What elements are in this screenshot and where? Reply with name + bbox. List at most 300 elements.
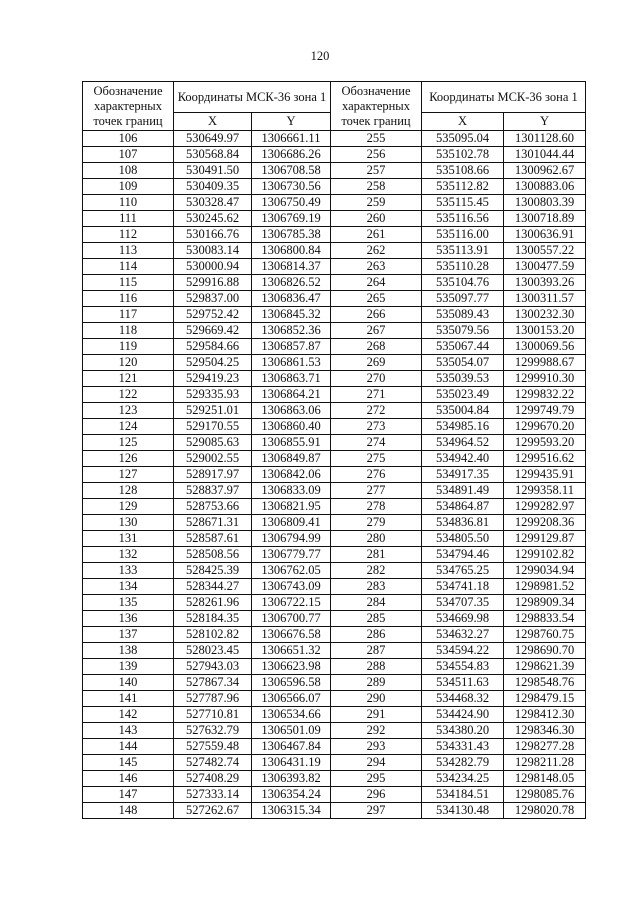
cell-point-right: 288 (331, 659, 422, 675)
cell-point-right: 257 (331, 163, 422, 179)
cell-y-right: 1298909.34 (504, 595, 586, 611)
coordinates-table (82, 81, 586, 819)
cell-x-left: 528753.66 (174, 499, 252, 515)
cell-y-right: 1298621.39 (504, 659, 586, 675)
cell-x-left: 529504.25 (174, 355, 252, 371)
cell-x-right: 535039.53 (422, 371, 504, 387)
table-row (83, 275, 586, 291)
table-row (83, 355, 586, 371)
table-row (83, 179, 586, 195)
cell-x-left: 530491.50 (174, 163, 252, 179)
cell-y-right: 1299129.87 (504, 531, 586, 547)
header-coords-right: Координаты МСК-36 зона 1 (422, 82, 586, 113)
cell-x-left: 529752.42 (174, 307, 252, 323)
cell-point-left: 129 (83, 499, 174, 515)
header-y-left: Y (252, 113, 331, 131)
cell-point-right: 260 (331, 211, 422, 227)
cell-x-right: 534130.48 (422, 803, 504, 819)
cell-x-right: 534942.40 (422, 451, 504, 467)
cell-y-left: 1306769.19 (252, 211, 331, 227)
cell-x-right: 535054.07 (422, 355, 504, 371)
cell-y-right: 1298981.52 (504, 579, 586, 595)
cell-y-left: 1306651.32 (252, 643, 331, 659)
cell-y-left: 1306814.37 (252, 259, 331, 275)
cell-point-right: 259 (331, 195, 422, 211)
cell-point-left: 135 (83, 595, 174, 611)
cell-y-left: 1306842.06 (252, 467, 331, 483)
cell-x-left: 528587.61 (174, 531, 252, 547)
cell-point-right: 287 (331, 643, 422, 659)
cell-point-left: 143 (83, 723, 174, 739)
cell-y-left: 1306809.41 (252, 515, 331, 531)
cell-y-right: 1298148.05 (504, 771, 586, 787)
cell-x-right: 535067.44 (422, 339, 504, 355)
cell-y-right: 1300557.22 (504, 243, 586, 259)
cell-x-left: 529419.23 (174, 371, 252, 387)
cell-x-right: 534234.25 (422, 771, 504, 787)
cell-y-left: 1306750.49 (252, 195, 331, 211)
cell-point-right: 286 (331, 627, 422, 643)
cell-y-left: 1306863.71 (252, 371, 331, 387)
cell-x-right: 534964.52 (422, 435, 504, 451)
cell-point-left: 116 (83, 291, 174, 307)
cell-x-right: 535004.84 (422, 403, 504, 419)
cell-x-right: 534380.20 (422, 723, 504, 739)
cell-y-left: 1306861.53 (252, 355, 331, 371)
cell-point-left: 121 (83, 371, 174, 387)
cell-point-right: 262 (331, 243, 422, 259)
cell-point-left: 137 (83, 627, 174, 643)
cell-y-left: 1306743.09 (252, 579, 331, 595)
table-row (83, 323, 586, 339)
cell-x-right: 534669.98 (422, 611, 504, 627)
cell-x-left: 528344.27 (174, 579, 252, 595)
cell-point-right: 268 (331, 339, 422, 355)
cell-x-left: 527408.29 (174, 771, 252, 787)
cell-x-left: 530245.62 (174, 211, 252, 227)
cell-x-left: 528261.96 (174, 595, 252, 611)
cell-y-right: 1298211.28 (504, 755, 586, 771)
cell-x-left: 528184.35 (174, 611, 252, 627)
table-row (83, 531, 586, 547)
cell-y-left: 1306431.19 (252, 755, 331, 771)
header-coords-left: Координаты МСК-36 зона 1 (174, 82, 331, 113)
cell-point-left: 106 (83, 131, 174, 147)
table-row (83, 435, 586, 451)
cell-x-right: 535110.28 (422, 259, 504, 275)
cell-point-left: 113 (83, 243, 174, 259)
cell-x-left: 528023.45 (174, 643, 252, 659)
cell-y-left: 1306794.99 (252, 531, 331, 547)
cell-point-left: 123 (83, 403, 174, 419)
cell-x-left: 529916.88 (174, 275, 252, 291)
cell-y-left: 1306852.36 (252, 323, 331, 339)
cell-y-left: 1306722.15 (252, 595, 331, 611)
cell-point-left: 128 (83, 483, 174, 499)
cell-x-left: 530166.76 (174, 227, 252, 243)
cell-y-right: 1299282.97 (504, 499, 586, 515)
cell-point-left: 107 (83, 147, 174, 163)
cell-x-right: 534917.35 (422, 467, 504, 483)
cell-point-left: 138 (83, 643, 174, 659)
cell-y-right: 1300069.56 (504, 339, 586, 355)
cell-y-right: 1299516.62 (504, 451, 586, 467)
cell-point-left: 109 (83, 179, 174, 195)
table-row (83, 787, 586, 803)
cell-x-left: 527710.81 (174, 707, 252, 723)
cell-y-right: 1300153.20 (504, 323, 586, 339)
cell-point-right: 297 (331, 803, 422, 819)
cell-y-left: 1306534.66 (252, 707, 331, 723)
cell-point-left: 148 (83, 803, 174, 819)
table-row (83, 467, 586, 483)
cell-x-right: 535079.56 (422, 323, 504, 339)
cell-y-right: 1299435.91 (504, 467, 586, 483)
cell-y-right: 1299208.36 (504, 515, 586, 531)
cell-y-right: 1299593.20 (504, 435, 586, 451)
cell-point-left: 126 (83, 451, 174, 467)
cell-y-right: 1299102.82 (504, 547, 586, 563)
cell-x-right: 534184.51 (422, 787, 504, 803)
cell-y-left: 1306315.34 (252, 803, 331, 819)
cell-point-right: 284 (331, 595, 422, 611)
cell-point-right: 296 (331, 787, 422, 803)
cell-y-left: 1306623.98 (252, 659, 331, 675)
cell-x-right: 535115.45 (422, 195, 504, 211)
cell-point-left: 136 (83, 611, 174, 627)
cell-x-left: 530409.35 (174, 179, 252, 195)
cell-y-right: 1298020.78 (504, 803, 586, 819)
cell-y-left: 1306467.84 (252, 739, 331, 755)
cell-y-right: 1298760.75 (504, 627, 586, 643)
cell-x-right: 535116.56 (422, 211, 504, 227)
cell-x-left: 527787.96 (174, 691, 252, 707)
table-row (83, 803, 586, 819)
cell-point-left: 115 (83, 275, 174, 291)
cell-x-right: 535104.76 (422, 275, 504, 291)
table-row (83, 371, 586, 387)
cell-point-right: 263 (331, 259, 422, 275)
cell-point-left: 147 (83, 787, 174, 803)
cell-point-right: 279 (331, 515, 422, 531)
cell-point-left: 127 (83, 467, 174, 483)
cell-y-left: 1306855.91 (252, 435, 331, 451)
cell-x-left: 528425.39 (174, 563, 252, 579)
table-body (83, 131, 586, 819)
cell-point-right: 292 (331, 723, 422, 739)
cell-y-left: 1306354.24 (252, 787, 331, 803)
cell-y-left: 1306700.77 (252, 611, 331, 627)
cell-y-right: 1298085.76 (504, 787, 586, 803)
cell-y-right: 1298346.30 (504, 723, 586, 739)
cell-x-left: 529335.93 (174, 387, 252, 403)
table-row (83, 755, 586, 771)
cell-y-left: 1306566.07 (252, 691, 331, 707)
cell-x-right: 534554.83 (422, 659, 504, 675)
cell-point-left: 111 (83, 211, 174, 227)
cell-point-right: 261 (331, 227, 422, 243)
cell-point-left: 124 (83, 419, 174, 435)
table-row (83, 691, 586, 707)
cell-x-left: 527943.03 (174, 659, 252, 675)
cell-x-left: 530083.14 (174, 243, 252, 259)
cell-point-right: 277 (331, 483, 422, 499)
cell-x-left: 528837.97 (174, 483, 252, 499)
cell-point-left: 141 (83, 691, 174, 707)
cell-point-right: 255 (331, 131, 422, 147)
cell-x-left: 527632.79 (174, 723, 252, 739)
cell-point-left: 125 (83, 435, 174, 451)
table-row (83, 515, 586, 531)
cell-x-left: 528917.97 (174, 467, 252, 483)
cell-point-right: 269 (331, 355, 422, 371)
table-row (83, 595, 586, 611)
cell-x-right: 534468.32 (422, 691, 504, 707)
cell-point-right: 271 (331, 387, 422, 403)
cell-point-right: 293 (331, 739, 422, 755)
table-row (83, 403, 586, 419)
cell-x-left: 530649.97 (174, 131, 252, 147)
cell-point-right: 278 (331, 499, 422, 515)
cell-y-left: 1306785.38 (252, 227, 331, 243)
cell-point-left: 114 (83, 259, 174, 275)
cell-y-right: 1298548.76 (504, 675, 586, 691)
cell-point-right: 270 (331, 371, 422, 387)
cell-x-right: 535095.04 (422, 131, 504, 147)
cell-point-left: 131 (83, 531, 174, 547)
table-row (83, 451, 586, 467)
cell-y-right: 1299034.94 (504, 563, 586, 579)
table-row (83, 627, 586, 643)
table-row (83, 195, 586, 211)
table-row (83, 339, 586, 355)
cell-x-left: 530568.84 (174, 147, 252, 163)
cell-point-left: 144 (83, 739, 174, 755)
cell-x-right: 534805.50 (422, 531, 504, 547)
cell-y-left: 1306596.58 (252, 675, 331, 691)
cell-y-right: 1300636.91 (504, 227, 586, 243)
cell-y-left: 1306849.87 (252, 451, 331, 467)
cell-point-left: 132 (83, 547, 174, 563)
cell-x-left: 527867.34 (174, 675, 252, 691)
cell-point-left: 112 (83, 227, 174, 243)
cell-point-right: 291 (331, 707, 422, 723)
cell-y-left: 1306779.77 (252, 547, 331, 563)
cell-y-right: 1300311.57 (504, 291, 586, 307)
cell-x-right: 534594.22 (422, 643, 504, 659)
cell-point-right: 290 (331, 691, 422, 707)
cell-y-right: 1299988.67 (504, 355, 586, 371)
cell-x-right: 534836.81 (422, 515, 504, 531)
header-y-right: Y (504, 113, 586, 131)
cell-x-left: 527262.67 (174, 803, 252, 819)
cell-y-right: 1300232.30 (504, 307, 586, 323)
table-row (83, 771, 586, 787)
cell-point-left: 117 (83, 307, 174, 323)
cell-x-left: 529251.01 (174, 403, 252, 419)
cell-point-right: 273 (331, 419, 422, 435)
cell-y-right: 1300883.06 (504, 179, 586, 195)
cell-point-right: 285 (331, 611, 422, 627)
cell-y-left: 1306686.26 (252, 147, 331, 163)
cell-y-left: 1306730.56 (252, 179, 331, 195)
table-row (83, 227, 586, 243)
cell-y-left: 1306821.95 (252, 499, 331, 515)
cell-point-left: 110 (83, 195, 174, 211)
cell-y-left: 1306845.32 (252, 307, 331, 323)
table-row (83, 163, 586, 179)
cell-x-left: 527333.14 (174, 787, 252, 803)
table-row (83, 307, 586, 323)
cell-y-left: 1306833.09 (252, 483, 331, 499)
table-row (83, 499, 586, 515)
cell-x-left: 529584.66 (174, 339, 252, 355)
cell-x-right: 535108.66 (422, 163, 504, 179)
cell-y-left: 1306393.82 (252, 771, 331, 787)
cell-x-right: 535113.91 (422, 243, 504, 259)
cell-point-left: 134 (83, 579, 174, 595)
table-row (83, 211, 586, 227)
cell-x-right: 535089.43 (422, 307, 504, 323)
cell-x-right: 535112.82 (422, 179, 504, 195)
cell-point-right: 265 (331, 291, 422, 307)
cell-point-right: 267 (331, 323, 422, 339)
cell-x-right: 534331.43 (422, 739, 504, 755)
cell-y-right: 1298833.54 (504, 611, 586, 627)
cell-x-right: 534282.79 (422, 755, 504, 771)
cell-y-right: 1298479.15 (504, 691, 586, 707)
cell-x-left: 529170.55 (174, 419, 252, 435)
cell-y-left: 1306661.11 (252, 131, 331, 147)
cell-y-right: 1299749.79 (504, 403, 586, 419)
cell-x-right: 534511.63 (422, 675, 504, 691)
cell-y-left: 1306863.06 (252, 403, 331, 419)
cell-point-left: 145 (83, 755, 174, 771)
cell-y-right: 1300393.26 (504, 275, 586, 291)
table-row (83, 643, 586, 659)
cell-point-right: 258 (331, 179, 422, 195)
cell-y-right: 1298690.70 (504, 643, 586, 659)
cell-y-right: 1300718.89 (504, 211, 586, 227)
cell-x-right: 534707.35 (422, 595, 504, 611)
cell-x-right: 534632.27 (422, 627, 504, 643)
cell-y-right: 1298277.28 (504, 739, 586, 755)
cell-point-left: 130 (83, 515, 174, 531)
table-row (83, 563, 586, 579)
cell-x-right: 535116.00 (422, 227, 504, 243)
table-row (83, 707, 586, 723)
cell-point-right: 283 (331, 579, 422, 595)
cell-x-right: 534794.46 (422, 547, 504, 563)
cell-x-right: 535097.77 (422, 291, 504, 307)
cell-x-right: 534765.25 (422, 563, 504, 579)
cell-y-left: 1306836.47 (252, 291, 331, 307)
table-row (83, 147, 586, 163)
cell-point-left: 146 (83, 771, 174, 787)
table-row (83, 675, 586, 691)
cell-x-left: 528671.31 (174, 515, 252, 531)
cell-point-right: 266 (331, 307, 422, 323)
cell-y-right: 1299670.20 (504, 419, 586, 435)
cell-y-left: 1306762.05 (252, 563, 331, 579)
cell-point-left: 142 (83, 707, 174, 723)
cell-y-right: 1301128.60 (504, 131, 586, 147)
cell-y-right: 1299910.30 (504, 371, 586, 387)
cell-y-right: 1299832.22 (504, 387, 586, 403)
table-row (83, 723, 586, 739)
cell-point-left: 122 (83, 387, 174, 403)
cell-point-right: 281 (331, 547, 422, 563)
table-row (83, 483, 586, 499)
cell-x-left: 530328.47 (174, 195, 252, 211)
cell-x-right: 534864.87 (422, 499, 504, 515)
cell-point-right: 272 (331, 403, 422, 419)
header-point-right: Обозначение характерных точек границ (331, 82, 422, 131)
table-row (83, 291, 586, 307)
cell-x-left: 529002.55 (174, 451, 252, 467)
cell-x-right: 535102.78 (422, 147, 504, 163)
cell-point-right: 276 (331, 467, 422, 483)
cell-point-left: 108 (83, 163, 174, 179)
cell-point-left: 140 (83, 675, 174, 691)
cell-x-left: 527559.48 (174, 739, 252, 755)
cell-x-left: 529669.42 (174, 323, 252, 339)
cell-y-left: 1306800.84 (252, 243, 331, 259)
cell-point-right: 282 (331, 563, 422, 579)
table-row (83, 387, 586, 403)
header-x-left: X (174, 113, 252, 131)
cell-y-left: 1306826.52 (252, 275, 331, 291)
table-row (83, 739, 586, 755)
cell-y-left: 1306864.21 (252, 387, 331, 403)
cell-x-left: 528102.82 (174, 627, 252, 643)
cell-y-left: 1306708.58 (252, 163, 331, 179)
cell-point-right: 256 (331, 147, 422, 163)
cell-y-left: 1306501.09 (252, 723, 331, 739)
cell-point-left: 119 (83, 339, 174, 355)
table-row (83, 243, 586, 259)
cell-point-right: 289 (331, 675, 422, 691)
cell-x-right: 534891.49 (422, 483, 504, 499)
cell-y-right: 1298412.30 (504, 707, 586, 723)
cell-x-left: 529837.00 (174, 291, 252, 307)
cell-point-right: 280 (331, 531, 422, 547)
cell-y-right: 1299358.11 (504, 483, 586, 499)
table-row (83, 547, 586, 563)
cell-y-right: 1300477.59 (504, 259, 586, 275)
cell-x-right: 534424.90 (422, 707, 504, 723)
cell-point-left: 139 (83, 659, 174, 675)
cell-point-right: 274 (331, 435, 422, 451)
cell-x-left: 529085.63 (174, 435, 252, 451)
cell-x-right: 534741.18 (422, 579, 504, 595)
cell-point-right: 294 (331, 755, 422, 771)
cell-y-right: 1300803.39 (504, 195, 586, 211)
cell-point-left: 118 (83, 323, 174, 339)
table-row (83, 131, 586, 147)
table-row (83, 611, 586, 627)
table-row (83, 659, 586, 675)
cell-y-right: 1300962.67 (504, 163, 586, 179)
cell-y-left: 1306860.40 (252, 419, 331, 435)
cell-y-right: 1301044.44 (504, 147, 586, 163)
cell-x-right: 534985.16 (422, 419, 504, 435)
header-point-left: Обозначение характерных точек границ (83, 82, 174, 131)
cell-x-left: 527482.74 (174, 755, 252, 771)
table-row (83, 579, 586, 595)
table-row (83, 419, 586, 435)
cell-point-right: 264 (331, 275, 422, 291)
